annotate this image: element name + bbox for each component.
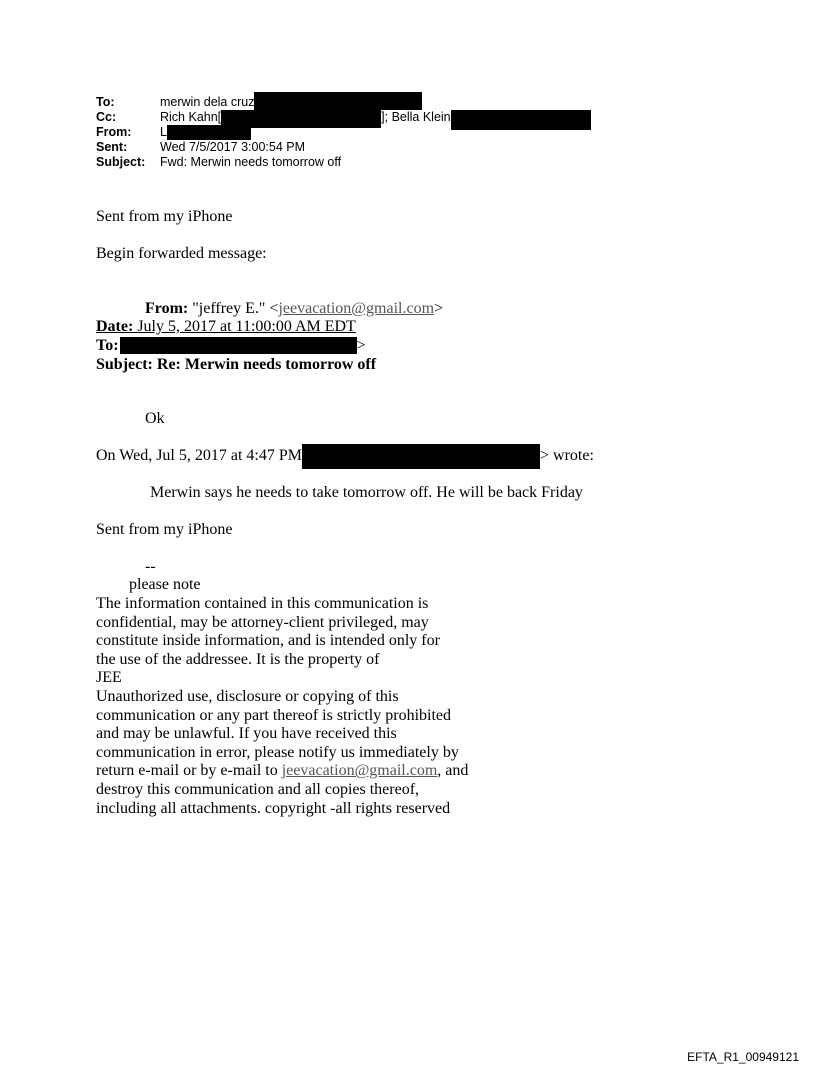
fwd-from-name: "jeffrey E." <: [192, 300, 279, 317]
fwd-subject-value: Re: Merwin needs tomorrow off: [156, 356, 377, 373]
disclaimer-line: communication in error, please notify us immediately by: [96, 743, 459, 761]
document-id: EFTA_R1_00949121: [687, 1050, 799, 1064]
reply-sent-from: Sent from my iPhone: [96, 521, 233, 538]
fwd-to-label: To:: [96, 337, 119, 354]
subject-value: Fwd: Merwin needs tomorrow off: [160, 155, 342, 169]
fwd-date-value: July 5, 2017 at 11:00:00 AM EDT: [137, 318, 356, 335]
redaction-box: [451, 110, 591, 130]
subject-label: Subject:: [96, 155, 146, 169]
reply-ok: Ok: [145, 410, 165, 427]
disclaimer-line: and may be unlawful. If you have received this: [96, 725, 397, 743]
to-label: To:: [96, 95, 115, 109]
fwd-to-close: >: [356, 337, 366, 354]
disclaimer-line: constitute inside information, and is intended only for: [96, 632, 440, 650]
redaction-box: [120, 337, 357, 354]
redaction-box: [254, 92, 422, 110]
signature-please-note: please note: [129, 576, 201, 593]
disclaimer-text: [96, 595, 468, 818]
disclaimer-email-link[interactable]: jeevacation@gmail.com: [281, 762, 438, 780]
redaction-box: [167, 125, 251, 140]
fwd-subject-label: Subject:: [96, 356, 153, 373]
fwd-to-row: [96, 337, 366, 355]
cc-label: Cc:: [96, 110, 117, 124]
from-value: L: [160, 125, 167, 139]
sent-from-iphone: Sent from my iPhone: [96, 208, 233, 225]
disclaimer-line: destroy this communication and all copies thereof,: [96, 780, 420, 798]
disclaimer-line: the use of the addressee. It is the property of: [96, 650, 380, 668]
to-value: merwin dela cruz: [160, 95, 255, 109]
fwd-from-email[interactable]: jeevacation@gmail.com: [278, 300, 435, 317]
disclaimer-line: The information contained in this communication is: [96, 595, 429, 612]
reply-on-suffix: > wrote:: [539, 447, 594, 464]
signature-dashes: --: [145, 558, 156, 575]
reply-on-prefix: On Wed, Jul 5, 2017 at 4:47 PM: [96, 447, 302, 464]
reply-quote: Merwin says he needs to take tomorrow off. He will be back Friday: [150, 484, 583, 501]
fwd-from-label: From:: [145, 300, 189, 317]
disclaimer-line: Unauthorized use, disclosure or copying of this: [96, 687, 399, 705]
cc-separator: ]; Bella Klein: [381, 110, 451, 124]
disclaimer-line: communication or any part thereof is strictly prohibited: [96, 706, 452, 724]
cc-value: Rich Kahn[: [160, 110, 222, 124]
disclaimer-line: confidential, may be attorney-client privileged, may: [96, 613, 429, 631]
begin-forwarded: Begin forwarded message:: [96, 245, 267, 262]
fwd-from-row: [145, 300, 443, 318]
fwd-date-label: Date:: [96, 318, 134, 335]
fwd-subject-row: [96, 356, 376, 374]
sent-label: Sent:: [96, 140, 128, 154]
fwd-date-row: [96, 318, 356, 336]
fwd-from-close: >: [434, 300, 444, 317]
sent-value: Wed 7/5/2017 3:00:54 PM: [160, 140, 306, 154]
disclaimer-line: return e-mail or by e-mail to jeevacation@gmail.com, and: [96, 762, 469, 780]
disclaimer-line: including all attachments. copyright -all rights reserved: [96, 799, 451, 817]
disclaimer-line: JEE: [96, 669, 122, 687]
redaction-box: [302, 444, 540, 469]
from-label: From:: [96, 125, 132, 139]
reply-attribution: [96, 447, 594, 469]
